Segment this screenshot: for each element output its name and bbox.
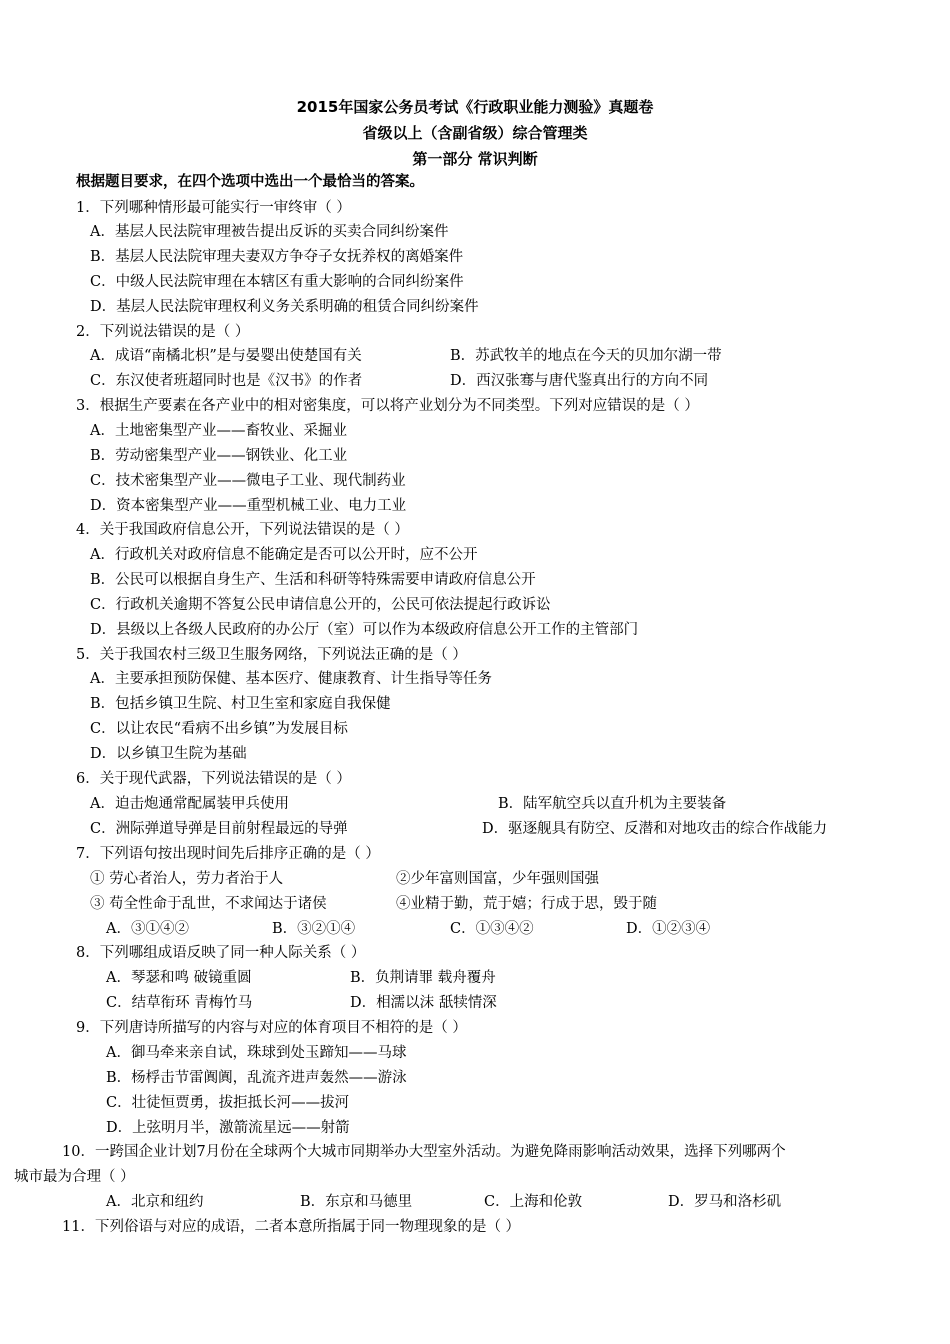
question-5-option-d: D．以乡镇卫生院为基础 (90, 746, 247, 762)
question-7-stem: 7．下列语句按出现时间先后排序正确的是（ ） (76, 846, 380, 862)
question-10-stem-cont: 城市最为合理（ ） (14, 1169, 135, 1185)
question-2-option-d: D．西汉张骞与唐代鉴真出行的方向不同 (450, 373, 709, 389)
question-7-option-b: B．③②①④ (272, 921, 356, 937)
question-8-option-c: C．结草衔环 青梅竹马 (106, 995, 253, 1011)
question-2-option-c: C．东汉使者班超同时也是《汉书》的作者 (90, 373, 363, 389)
question-1-option-d: D．基层人民法院审理权利义务关系明确的租赁合同纠纷案件 (90, 299, 479, 315)
question-9-option-b: B．杨桴击节雷阗阗，乱流齐进声轰然——游泳 (106, 1070, 407, 1086)
question-10-stem: 10．一跨国企业计划7月份在全球两个大城市同期举办大型室外活动。为避免降雨影响活动效果，选择下列哪两个 (62, 1144, 786, 1160)
question-4-stem: 4．关于我国政府信息公开，下列说法错误的是（ ） (76, 522, 409, 538)
question-6-stem: 6．关于现代武器，下列说法错误的是（ ） (76, 771, 351, 787)
question-7-option-a: A．③①④② (106, 921, 189, 937)
question-9-stem: 9．下列唐诗所描写的内容与对应的体育项目不相符的是（ ） (76, 1020, 467, 1036)
question-8-option-a: A．琴瑟和鸣 破镜重圆 (106, 970, 252, 986)
section-heading: 第一部分 常识判断 (412, 150, 538, 168)
question-4-option-c: C．行政机关逾期不答复公民申请信息公开的，公民可依法提起行政诉讼 (90, 597, 551, 613)
question-7-item-4: ④业精于勤，荒于嬉；行成于思，毁于随 (396, 896, 657, 912)
question-6-option-d: D．驱逐舰具有防空、反潜和对地攻击的综合作战能力 (482, 821, 828, 837)
question-10-option-d: D．罗马和洛杉矶 (668, 1194, 782, 1210)
question-9-option-d: D．上弦明月半，激箭流星远——射箭 (106, 1120, 350, 1136)
question-7-option-c: C．①③④② (450, 921, 534, 937)
question-5-stem: 5．关于我国农村三级卫生服务网络，下列说法正确的是（ ） (76, 647, 467, 663)
question-7-option-d: D．①②③④ (626, 921, 711, 937)
question-7-item-2: ②少年富则国富，少年强则国强 (396, 871, 599, 887)
question-2-stem: 2．下列说法错误的是（ ） (76, 324, 250, 340)
question-2-option-b: B．苏武牧羊的地点在今天的贝加尔湖一带 (450, 348, 722, 364)
question-11-stem: 11．下列俗语与对应的成语，二者本意所指属于同一物理现象的是（ ） (62, 1219, 521, 1235)
question-9-option-a: A．御马牵来亲自试，珠球到处玉蹄知——马球 (106, 1045, 407, 1061)
question-3-option-d: D．资本密集型产业——重型机械工业、电力工业 (90, 498, 407, 514)
question-1-stem: 1．下列哪种情形最可能实行一审终审（ ） (76, 200, 351, 216)
question-6-option-c: C．洲际弹道导弹是目前射程最远的导弹 (90, 821, 348, 837)
question-4-option-a: A．行政机关对政府信息不能确定是否可以公开时，应不公开 (90, 547, 478, 563)
question-1-option-b: B．基层人民法院审理夫妻双方争夺子女抚养权的离婚案件 (90, 249, 464, 265)
question-6-option-a: A．迫击炮通常配属装甲兵使用 (90, 796, 289, 812)
question-9-option-c: C．壮徒恒贾勇，拔拒抵长河——拔河 (106, 1095, 350, 1111)
question-8-stem: 8．下列哪组成语反映了同一种人际关系（ ） (76, 945, 366, 961)
question-10-option-c: C．上海和伦敦 (484, 1194, 583, 1210)
question-1-option-c: C．中级人民法院审理在本辖区有重大影响的合同纠纷案件 (90, 274, 464, 290)
question-3-option-b: B．劳动密集型产业——钢铁业、化工业 (90, 448, 348, 464)
question-8-option-b: B．负荆请罪 载舟覆舟 (350, 970, 496, 986)
question-5-option-b: B．包括乡镇卫生院、村卫生室和家庭自我保健 (90, 696, 391, 712)
question-1-option-a: A．基层人民法院审理被告提出反诉的买卖合同纠纷案件 (90, 224, 449, 240)
question-2-option-a: A．成语“南橘北枳”是与晏婴出使楚国有关 (90, 348, 362, 364)
question-3-option-a: A．土地密集型产业——畜牧业、采掘业 (90, 423, 347, 439)
question-3-option-c: C．技术密集型产业——微电子工业、现代制药业 (90, 473, 406, 489)
question-4-option-b: B．公民可以根据自身生产、生活和科研等特殊需要申请政府信息公开 (90, 572, 536, 588)
exam-subtitle: 省级以上（含副省级）综合管理类 (362, 124, 588, 142)
question-5-option-a: A．主要承担预防保健、基本医疗、健康教育、计生指导等任务 (90, 671, 492, 687)
question-10-option-b: B．东京和马德里 (300, 1194, 413, 1210)
question-7-item-1: ① 劳心者治人，劳力者治于人 (90, 871, 284, 887)
instruction: 根据题目要求，在四个选项中选出一个最恰当的答案。 (76, 174, 424, 190)
exam-title: 2015年国家公务员考试《行政职业能力测验》真题卷 (296, 98, 654, 116)
question-10-option-a: A．北京和纽约 (106, 1194, 204, 1210)
question-3-stem: 3．根据生产要素在各产业中的相对密集度，可以将产业划分为不同类型。下列对应错误的是（ ） (76, 398, 699, 414)
question-8-option-d: D．相濡以沫 舐犊情深 (350, 995, 497, 1011)
question-6-option-b: B．陆军航空兵以直升机为主要装备 (498, 796, 727, 812)
question-5-option-c: C．以让农民“看病不出乡镇”为发展目标 (90, 721, 348, 737)
question-4-option-d: D．县级以上各级人民政府的办公厅（室）可以作为本级政府信息公开工作的主管部门 (90, 622, 639, 638)
question-7-item-3: ③ 苟全性命于乱世，不求闻达于诸侯 (90, 896, 327, 912)
